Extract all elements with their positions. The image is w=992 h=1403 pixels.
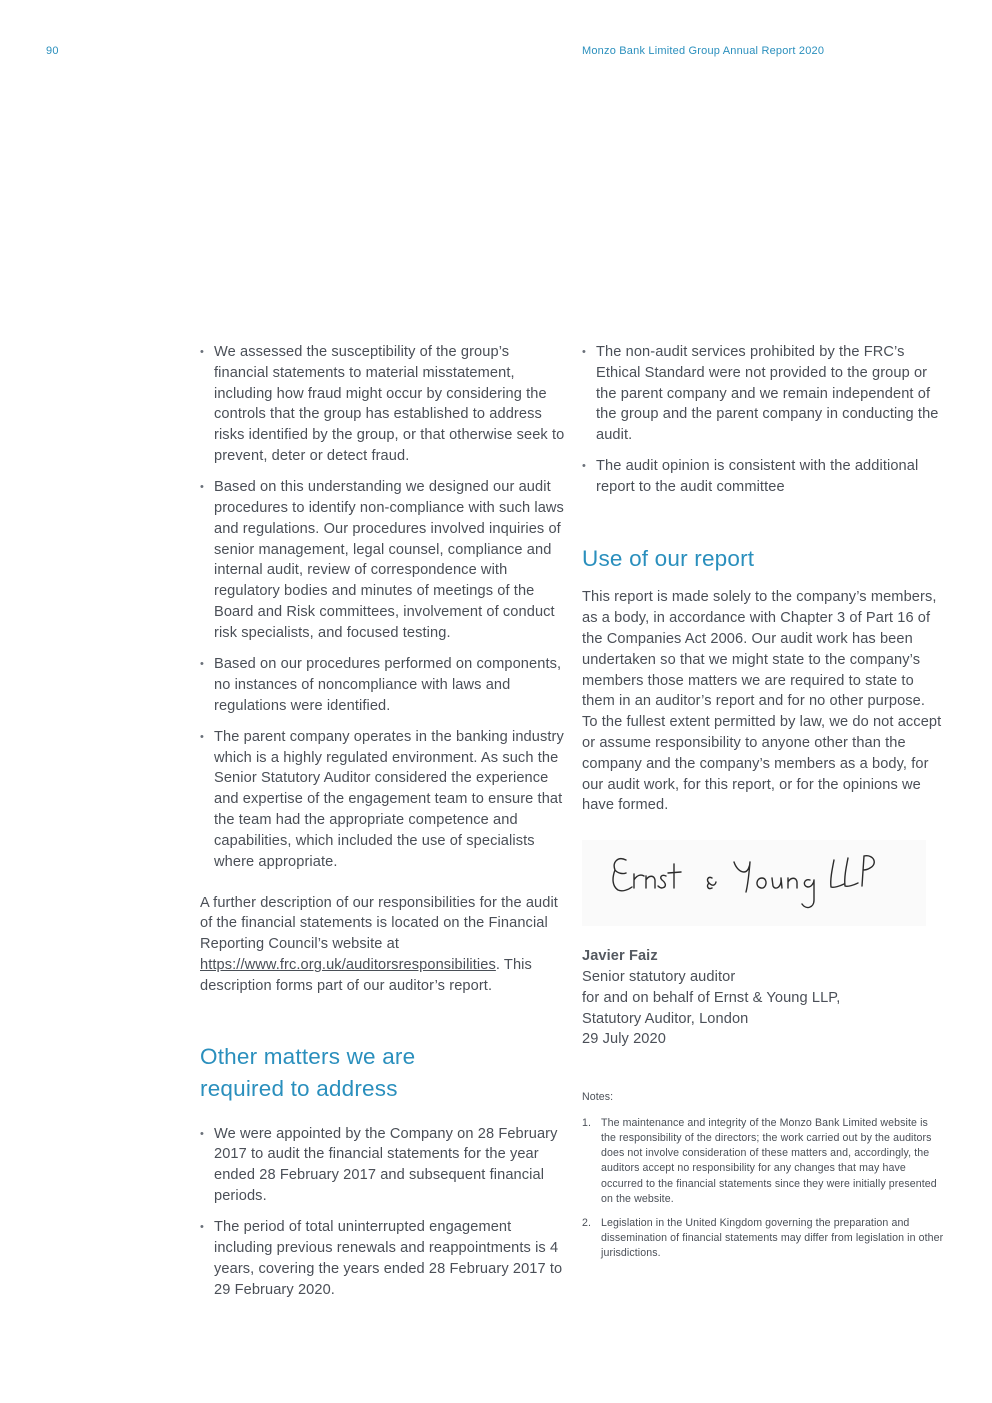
bullet-icon: • [200,730,204,743]
right-column [582,342,944,1270]
further-description-text: A further description of our responsibilities for the audit of the financial statements is located on the Financial Reporting Council’s website at [200,894,558,953]
note-item [582,1216,944,1261]
list-item-text: Based on our procedures performed on components, no instances of noncompliance with laws and regulations were identified. [214,655,562,714]
use-of-report-heading: Use of our report [582,546,755,572]
list-item [582,342,944,446]
list-item-text: The non-audit services prohibited by the FRC’s Ethical Standard were not provided to the group or the parent company and we remain independent of the group and the parent company in conducting the audit. [596,344,939,444]
bullet-icon: • [200,1127,204,1140]
heading-line: Other matters we are [200,1043,416,1069]
notes-section [582,1090,944,1261]
note-number: 2. [582,1216,592,1229]
bullet-icon: • [200,1221,204,1234]
notes-title: Notes: [582,1091,614,1104]
running-header: Monzo Bank Limited Group Annual Report 2020 [582,45,825,57]
signatory-name: Javier Faiz [582,948,658,965]
list-item [200,342,566,467]
list-item-text: We were appointed by the Company on 28 February 2017 to audit the financial statements for the year ended 28 February 2017 and subsequent financial periods. [214,1125,558,1205]
bullet-icon: • [582,460,586,473]
list-item [582,456,944,498]
left-column [200,342,566,1311]
note-number: 1. [582,1117,592,1130]
other-matters-heading [200,1041,566,1105]
heading-line: required to address [200,1075,398,1101]
independence-list [582,342,944,498]
list-item [200,477,566,643]
bullet-icon: • [200,657,204,670]
note-item [582,1116,944,1207]
page-number: 90 [46,45,59,57]
bullet-icon: • [200,346,204,358]
list-item [200,1217,566,1300]
list-item-text: Based on this understanding we designed our audit procedures to identify non-compliance with such laws and regulations. Our procedures involved inquiries of senior management, legal counsel, compliance and internal audit, review of correspondence with regulatory bodies and minutes of meetings of the Board and Risk committees, involvement of conduct risk specialists, and focused testing. [214,479,564,641]
list-item-text: The period of total uninterrupted engagement including previous renewals and reappointments is 4 years, covering the years ended 28 February 2017 to 29 February 2020. [214,1219,563,1298]
list-item [200,1124,566,1207]
signatory-on-behalf: for and on behalf of Ernst & Young LLP, [582,989,841,1006]
handwritten-signature-icon [582,840,926,926]
use-of-report-paragraph: This report is made solely to the company’s members, as a body, in accordance with Chapter 3 of Part 16 of the Companies Act 2006. Our audit work has been undertaken so that we might state to the company’s members those matters we are required to state to them in an auditor’s report and for no other purpose. To the fullest extent permitted by law, we do not accept or assume responsibility to anyone other than the company and the company’s members as a body, for our audit work, for this report, or for the opinions we have formed. [582,589,942,814]
list-item [200,727,566,873]
bullet-icon: • [200,481,204,494]
signatory-role: Senior statutory auditor [582,968,736,985]
note-text: The maintenance and integrity of the Monzo Bank Limited website is the responsibility of the directors; the work carried out by the auditors does not involve consideration of these matters and, accordingly, the auditors accept no responsibility for any changes that may have occurred to the financial statements since they were initially presented on the website. [601,1117,937,1205]
note-text: Legislation in the United Kingdom governing the preparation and dissemination of financial statements may differ from legislation in other jurisdictions. [601,1216,944,1259]
further-description-paragraph [200,893,566,997]
frc-responsibilities-link[interactable]: https://www.frc.org.uk/auditorsresponsibilities [200,957,496,974]
signatory-date: 29 July 2020 [582,1031,666,1048]
bullet-icon: • [582,346,586,358]
notes-list [582,1116,944,1261]
signature [582,840,926,926]
other-matters-list [200,1124,566,1301]
signatory-location: Statutory Auditor, London [582,1010,749,1027]
list-item-text: We assessed the susceptibility of the group’s financial statements to material misstatement, including how fraud might occur by considering the controls that the group has established to address risks identified by the group, or that otherwise seek to prevent, deter or detect fraud. [214,344,565,464]
audit-procedures-list [200,342,566,872]
list-item-text: The audit opinion is consistent with the additional report to the audit committee [596,458,919,496]
signatory-block [582,946,944,1050]
list-item [200,654,566,716]
list-item-text: The parent company operates in the banking industry which is a highly regulated environment. As such the Senior Statutory Auditor considered the experience and expertise of the engagement team to ensure that the team had the appropriate competence and capabilities, which included the use of specialists where appropriate. [214,728,564,870]
further-description-tail: . This description forms part of our auditor’s report. [200,957,532,994]
